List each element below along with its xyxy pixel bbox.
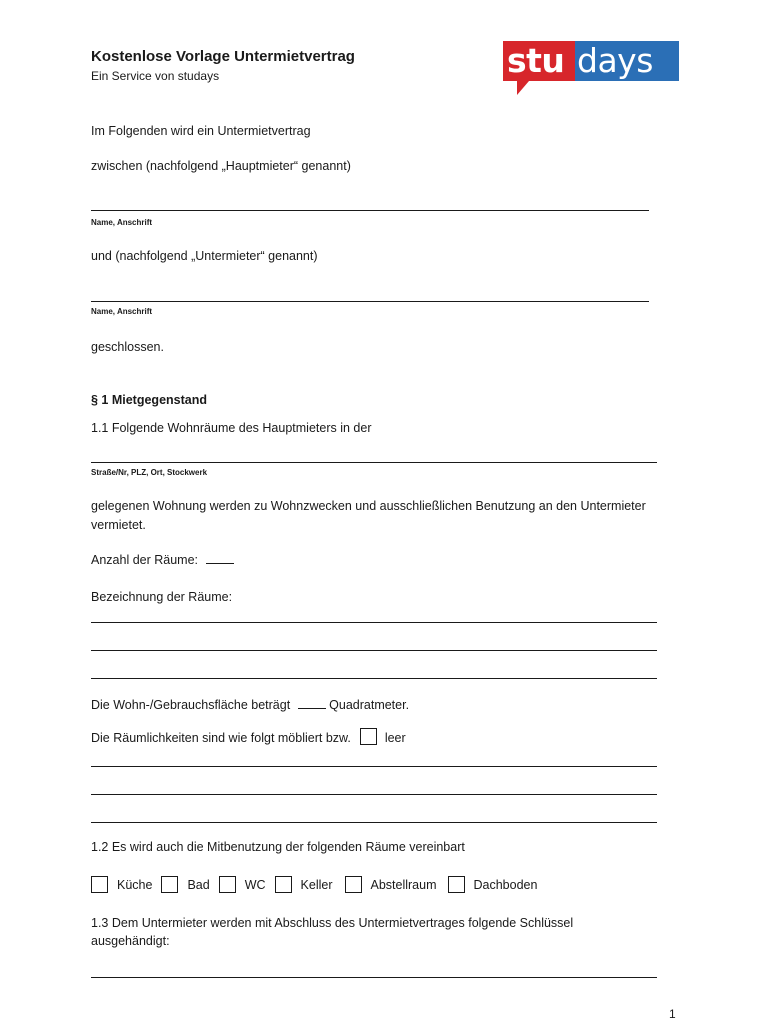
area-blank[interactable] [298,696,326,709]
shared-room-kitchen-label: Küche [117,877,153,892]
intro-line-3: und (nachfolgend „Untermieter“ genannt) [91,249,318,263]
shared-room-bath[interactable] [161,876,209,893]
checkbox-bath[interactable] [161,876,178,893]
furnished-line-2[interactable] [91,794,657,795]
section-1-2-text: 1.2 Es wird auch die Mitbenutzung der folgenden Räume vereinbart [91,840,465,854]
rooms-name-line-2[interactable] [91,650,657,651]
intro-line-4: geschlossen. [91,340,164,354]
shared-room-attic[interactable] [448,876,538,893]
section-1-heading: § 1 Mietgegenstand [91,393,207,407]
rooms-count-label: Anzahl der Räume: [91,553,199,567]
shared-room-cellar-label: Keller [300,877,333,892]
checkbox-kitchen[interactable] [91,876,108,893]
keys-line[interactable] [91,977,657,978]
area-row [91,696,409,714]
studays-logo [503,41,679,97]
furnished-row [91,728,406,747]
shared-room-attic-label: Dachboden [473,877,538,892]
shared-room-bath-label: Bad [187,877,210,892]
intro-line-2: zwischen (nachfolgend „Hauptmieter“ genannt) [91,159,351,173]
section-1-1-text: 1.1 Folgende Wohnräume des Hauptmieters in der [91,421,372,435]
area-suffix: Quadratmeter. [329,698,410,712]
shared-room-storage[interactable] [345,876,437,893]
section-1-3-line-1: 1.3 Dem Untermieter werden mit Abschluss des Untermietvertrages folgende Schlüssel [91,916,574,930]
section-1-3-line-2: ausgehändigt: [91,934,170,948]
located-line-2: vermietet. [91,518,146,532]
empty-checkbox[interactable] [360,728,377,745]
document-subtitle: Ein Service von studays [91,69,220,83]
shared-room-kitchen[interactable] [91,876,152,893]
main-tenant-label: Name, Anschrift [91,218,153,227]
shared-room-cellar[interactable] [275,876,333,893]
main-tenant-line[interactable] [91,210,649,211]
subtenant-line[interactable] [91,301,649,302]
rooms-name-label: Bezeichnung der Räume: [91,590,233,604]
shared-room-storage-label: Abstellraum [370,877,437,892]
document-title: Kostenlose Vorlage Untermietvertrag [91,48,355,65]
shared-room-wc-label: WC [244,877,266,892]
furnished-line-1[interactable] [91,766,657,767]
subtenant-label: Name, Anschrift [91,307,153,316]
area-prefix: Die Wohn-/Gebrauchsfläche beträgt [91,698,291,712]
furnished-suffix: leer [384,731,406,745]
checkbox-attic[interactable] [448,876,465,893]
furnished-prefix: Die Räumlichkeiten sind wie folgt möbliert bzw. [91,731,351,745]
checkbox-cellar[interactable] [275,876,292,893]
rooms-count-row [91,551,234,569]
shared-room-wc[interactable] [219,876,266,893]
logo-text-days: days [577,41,653,80]
rooms-count-blank[interactable] [206,551,234,564]
located-line-1: gelegenen Wohnung werden zu Wohnzwecken und ausschließlichen Benutzung an den Untermieter [91,499,646,513]
logo-speech-tail [517,81,529,95]
checkbox-wc[interactable] [219,876,236,893]
address-label: Straße/Nr, PLZ, Ort, Stockwerk [91,468,208,477]
shared-rooms-checklist [91,876,537,893]
intro-line-1: Im Folgenden wird ein Untermietvertrag [91,124,311,138]
address-line[interactable] [91,462,657,463]
page-number: 1 [669,1007,676,1021]
rooms-name-line-3[interactable] [91,678,657,679]
checkbox-storage[interactable] [345,876,362,893]
furnished-line-3[interactable] [91,822,657,823]
logo-text-stu: stu [507,41,565,80]
rooms-name-line-1[interactable] [91,622,657,623]
